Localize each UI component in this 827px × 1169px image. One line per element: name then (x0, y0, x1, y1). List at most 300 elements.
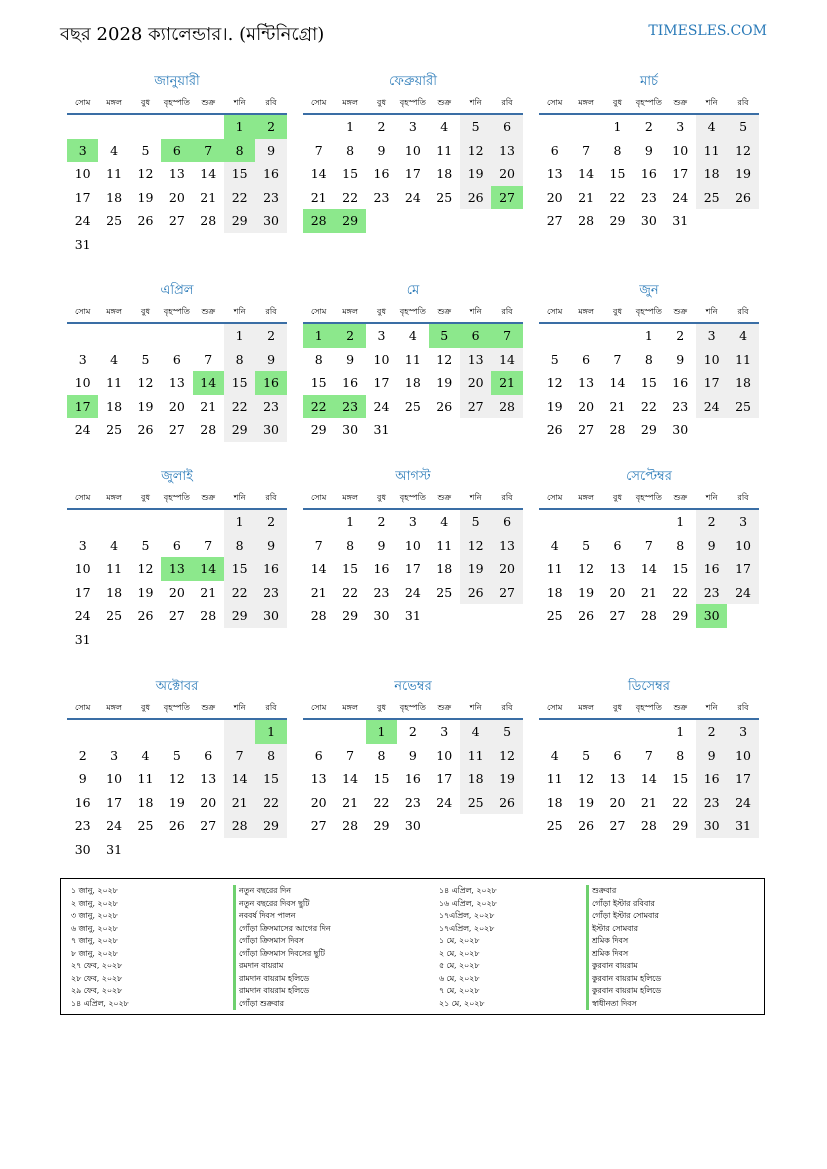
day-cell[interactable]: 17 (404, 166, 421, 181)
day-cell[interactable]: 23 (696, 581, 727, 605)
day-cell[interactable]: 26 (460, 581, 491, 605)
day-cell[interactable]: 5 (491, 720, 522, 744)
day-cell[interactable]: 11 (106, 166, 123, 181)
day-cell[interactable]: 27 (168, 608, 185, 623)
day-cell[interactable]: 5 (460, 510, 491, 534)
day-cell[interactable]: 15 (672, 771, 689, 786)
day-cell[interactable]: 31 (106, 841, 123, 857)
day-cell[interactable]: 22 (342, 584, 359, 600)
day-cell[interactable]: 11 (546, 561, 563, 576)
day-cell[interactable]: 18 (436, 561, 453, 576)
day-cell[interactable]: 3 (67, 139, 98, 163)
day-cell[interactable]: 10 (404, 142, 421, 158)
day-cell[interactable]: 26 (436, 398, 453, 414)
day-cell[interactable]: 2 (408, 724, 417, 739)
day-cell[interactable]: 30 (255, 418, 286, 442)
day-cell[interactable]: 12 (137, 166, 154, 181)
day-cell[interactable]: 23 (672, 398, 689, 414)
day-cell[interactable]: 7 (204, 351, 213, 367)
day-cell[interactable]: 31 (373, 422, 390, 437)
day-cell[interactable]: 16 (696, 767, 727, 791)
day-cell[interactable]: 4 (408, 328, 417, 343)
day-cell[interactable]: 15 (672, 561, 689, 576)
day-cell[interactable]: 26 (460, 186, 491, 210)
day-cell[interactable]: 6 (314, 747, 323, 763)
day-cell[interactable]: 3 (78, 537, 87, 553)
day-cell[interactable]: 31 (404, 608, 421, 623)
day-cell[interactable]: 15 (342, 561, 359, 576)
day-cell[interactable]: 9 (377, 142, 386, 158)
day-cell[interactable]: 23 (696, 791, 727, 815)
day-cell[interactable]: 25 (436, 189, 453, 205)
day-cell[interactable]: 13 (578, 375, 595, 390)
day-cell[interactable]: 24 (74, 213, 91, 228)
day-cell[interactable]: 26 (491, 791, 522, 815)
day-cell[interactable]: 30 (255, 209, 286, 233)
day-cell[interactable]: 21 (200, 189, 217, 205)
day-cell[interactable]: 30 (373, 608, 390, 623)
day-cell[interactable]: 2 (255, 324, 286, 348)
day-cell[interactable]: 24 (106, 818, 123, 833)
day-cell[interactable]: 15 (255, 767, 286, 791)
day-cell[interactable]: 19 (578, 794, 595, 810)
day-cell[interactable]: 17 (373, 375, 390, 390)
day-cell[interactable]: 18 (106, 398, 123, 414)
day-cell[interactable]: 29 (334, 209, 365, 233)
day-cell[interactable]: 4 (110, 537, 119, 553)
day-cell[interactable]: 24 (404, 584, 421, 600)
day-cell[interactable]: 9 (696, 744, 727, 768)
day-cell[interactable]: 23 (640, 189, 657, 205)
day-cell[interactable]: 15 (224, 371, 255, 395)
day-cell[interactable]: 13 (546, 166, 563, 181)
day-cell[interactable]: 30 (404, 818, 421, 833)
day-cell[interactable]: 31 (672, 213, 689, 228)
day-cell[interactable]: 28 (609, 422, 626, 437)
day-cell[interactable]: 10 (106, 771, 123, 786)
day-cell[interactable]: 16 (74, 794, 91, 810)
day-cell[interactable]: 18 (106, 189, 123, 205)
day-cell[interactable]: 19 (168, 794, 185, 810)
day-cell[interactable]: 29 (640, 422, 657, 437)
day-cell[interactable]: 8 (346, 142, 355, 158)
day-cell[interactable]: 29 (224, 604, 255, 628)
day-cell[interactable]: 10 (436, 747, 453, 763)
day-cell[interactable]: 13 (609, 771, 626, 786)
day-cell[interactable]: 1 (644, 328, 653, 343)
day-cell[interactable]: 21 (310, 584, 327, 600)
day-cell[interactable]: 29 (609, 213, 626, 228)
day-cell[interactable]: 12 (727, 139, 758, 163)
day-cell[interactable]: 5 (582, 747, 591, 763)
day-cell[interactable]: 20 (491, 162, 522, 186)
day-cell[interactable]: 9 (255, 139, 286, 163)
day-cell[interactable]: 27 (609, 818, 626, 833)
day-cell[interactable]: 24 (672, 189, 689, 205)
day-cell[interactable]: 2 (255, 510, 286, 534)
day-cell[interactable]: 26 (137, 608, 154, 623)
day-cell[interactable]: 27 (578, 422, 595, 437)
day-cell[interactable]: 3 (78, 351, 87, 367)
day-cell[interactable]: 25 (696, 186, 727, 210)
day-cell[interactable]: 11 (436, 537, 453, 553)
day-cell[interactable]: 13 (310, 771, 327, 786)
day-cell[interactable]: 6 (582, 351, 591, 367)
day-cell[interactable]: 25 (546, 818, 563, 833)
day-cell[interactable]: 24 (373, 398, 390, 414)
day-cell[interactable]: 19 (137, 398, 154, 414)
day-cell[interactable]: 25 (546, 608, 563, 623)
day-cell[interactable]: 22 (224, 395, 255, 419)
day-cell[interactable]: 26 (578, 608, 595, 623)
day-cell[interactable]: 11 (404, 351, 421, 367)
day-cell[interactable]: 4 (550, 537, 559, 553)
day-cell[interactable]: 1 (303, 324, 334, 348)
day-cell[interactable]: 31 (74, 236, 91, 252)
day-cell[interactable]: 14 (193, 371, 224, 395)
day-cell[interactable]: 12 (578, 561, 595, 576)
day-cell[interactable]: 4 (727, 324, 758, 348)
day-cell[interactable]: 18 (137, 794, 154, 810)
site-brand-link[interactable]: TIMESLES.COM (648, 23, 767, 39)
day-cell[interactable]: 7 (582, 142, 591, 158)
day-cell[interactable]: 26 (137, 213, 154, 228)
day-cell[interactable]: 12 (436, 351, 453, 367)
day-cell[interactable]: 4 (440, 514, 449, 529)
day-cell[interactable]: 5 (141, 351, 150, 367)
day-cell[interactable]: 28 (640, 818, 657, 833)
day-cell[interactable]: 25 (404, 398, 421, 414)
day-cell[interactable]: 13 (200, 771, 217, 786)
day-cell[interactable]: 11 (546, 771, 563, 786)
day-cell[interactable]: 22 (224, 186, 255, 210)
day-cell[interactable]: 16 (255, 162, 286, 186)
day-cell[interactable]: 29 (672, 608, 689, 623)
day-cell[interactable]: 3 (440, 724, 449, 739)
day-cell[interactable]: 2 (377, 514, 386, 529)
day-cell[interactable]: 27 (200, 818, 217, 833)
day-cell[interactable]: 3 (696, 324, 727, 348)
day-cell[interactable]: 10 (373, 351, 390, 367)
day-cell[interactable]: 12 (137, 561, 154, 576)
day-cell[interactable]: 3 (727, 510, 758, 534)
day-cell[interactable]: 27 (168, 213, 185, 228)
day-cell[interactable]: 17 (67, 395, 98, 419)
day-cell[interactable]: 26 (727, 186, 758, 210)
day-cell[interactable]: 13 (168, 375, 185, 390)
day-cell[interactable]: 9 (255, 534, 286, 558)
day-cell[interactable]: 29 (224, 418, 255, 442)
day-cell[interactable]: 16 (404, 771, 421, 786)
day-cell[interactable]: 30 (696, 814, 727, 838)
day-cell[interactable]: 12 (460, 139, 491, 163)
day-cell[interactable]: 6 (550, 142, 559, 158)
day-cell[interactable]: 21 (578, 189, 595, 205)
day-cell[interactable]: 4 (550, 747, 559, 763)
day-cell[interactable]: 10 (74, 375, 91, 390)
day-cell[interactable]: 28 (200, 213, 217, 228)
day-cell[interactable]: 3 (408, 119, 417, 134)
day-cell[interactable]: 19 (137, 189, 154, 205)
day-cell[interactable]: 15 (224, 557, 255, 581)
day-cell[interactable]: 26 (168, 818, 185, 833)
day-cell[interactable]: 18 (546, 794, 563, 810)
day-cell[interactable]: 29 (342, 608, 359, 623)
day-cell[interactable]: 21 (491, 371, 522, 395)
day-cell[interactable]: 8 (224, 534, 255, 558)
day-cell[interactable]: 20 (168, 189, 185, 205)
day-cell[interactable]: 26 (578, 818, 595, 833)
day-cell[interactable]: 6 (204, 747, 213, 763)
day-cell[interactable]: 22 (303, 395, 334, 419)
day-cell[interactable]: 12 (168, 771, 185, 786)
day-cell[interactable]: 15 (342, 166, 359, 181)
day-cell[interactable]: 11 (436, 142, 453, 158)
day-cell[interactable]: 20 (546, 189, 563, 205)
day-cell[interactable]: 2 (696, 720, 727, 744)
day-cell[interactable]: 30 (672, 422, 689, 437)
day-cell[interactable]: 11 (460, 744, 491, 768)
day-cell[interactable]: 16 (672, 375, 689, 390)
day-cell[interactable]: 18 (106, 584, 123, 600)
day-cell[interactable]: 21 (342, 794, 359, 810)
day-cell[interactable]: 3 (727, 720, 758, 744)
day-cell[interactable]: 9 (78, 771, 87, 786)
day-cell[interactable]: 27 (546, 213, 563, 228)
day-cell[interactable]: 15 (373, 771, 390, 786)
day-cell[interactable]: 27 (491, 581, 522, 605)
day-cell[interactable]: 6 (491, 115, 522, 139)
day-cell[interactable]: 2 (676, 328, 685, 343)
day-cell[interactable]: 22 (255, 791, 286, 815)
day-cell[interactable]: 27 (460, 395, 491, 419)
day-cell[interactable]: 10 (404, 537, 421, 553)
day-cell[interactable]: 1 (346, 514, 355, 529)
day-cell[interactable]: 4 (141, 747, 150, 763)
day-cell[interactable]: 19 (727, 162, 758, 186)
day-cell[interactable]: 25 (460, 791, 491, 815)
day-cell[interactable]: 6 (172, 537, 181, 553)
day-cell[interactable]: 22 (640, 398, 657, 414)
day-cell[interactable]: 22 (672, 794, 689, 810)
day-cell[interactable]: 11 (137, 771, 154, 786)
day-cell[interactable]: 25 (137, 818, 154, 833)
day-cell[interactable]: 6 (172, 351, 181, 367)
day-cell[interactable]: 29 (373, 818, 390, 833)
day-cell[interactable]: 11 (106, 561, 123, 576)
day-cell[interactable]: 17 (727, 767, 758, 791)
day-cell[interactable]: 30 (342, 422, 359, 437)
day-cell[interactable]: 20 (609, 584, 626, 600)
day-cell[interactable]: 19 (436, 375, 453, 390)
day-cell[interactable]: 13 (168, 166, 185, 181)
day-cell[interactable]: 8 (314, 351, 323, 367)
day-cell[interactable]: 14 (609, 375, 626, 390)
day-cell[interactable]: 18 (404, 375, 421, 390)
day-cell[interactable]: 2 (644, 119, 653, 134)
day-cell[interactable]: 24 (727, 791, 758, 815)
day-cell[interactable]: 7 (314, 537, 323, 553)
day-cell[interactable]: 7 (204, 537, 213, 553)
day-cell[interactable]: 28 (310, 608, 327, 623)
day-cell[interactable]: 22 (224, 581, 255, 605)
day-cell[interactable]: 23 (255, 395, 286, 419)
day-cell[interactable]: 22 (342, 189, 359, 205)
day-cell[interactable]: 1 (224, 324, 255, 348)
day-cell[interactable]: 2 (377, 119, 386, 134)
day-cell[interactable]: 18 (546, 584, 563, 600)
day-cell[interactable]: 17 (672, 166, 689, 181)
day-cell[interactable]: 21 (310, 189, 327, 205)
day-cell[interactable]: 20 (491, 557, 522, 581)
day-cell[interactable]: 25 (727, 395, 758, 419)
day-cell[interactable]: 11 (727, 348, 758, 372)
day-cell[interactable]: 1 (676, 724, 685, 739)
day-cell[interactable]: 28 (224, 814, 255, 838)
day-cell[interactable]: 16 (342, 375, 359, 390)
day-cell[interactable]: 12 (460, 534, 491, 558)
day-cell[interactable]: 5 (429, 324, 460, 348)
day-cell[interactable]: 13 (460, 348, 491, 372)
day-cell[interactable]: 24 (74, 608, 91, 623)
day-cell[interactable]: 16 (373, 561, 390, 576)
day-cell[interactable]: 28 (200, 422, 217, 437)
day-cell[interactable]: 20 (310, 794, 327, 810)
day-cell[interactable]: 27 (168, 422, 185, 437)
day-cell[interactable]: 19 (491, 767, 522, 791)
day-cell[interactable]: 13 (161, 557, 192, 581)
day-cell[interactable]: 9 (644, 142, 653, 158)
day-cell[interactable]: 9 (408, 747, 417, 763)
day-cell[interactable]: 29 (255, 814, 286, 838)
day-cell[interactable]: 5 (550, 351, 559, 367)
day-cell[interactable]: 14 (640, 771, 657, 786)
day-cell[interactable]: 12 (546, 375, 563, 390)
day-cell[interactable]: 27 (310, 818, 327, 833)
day-cell[interactable]: 14 (310, 166, 327, 181)
day-cell[interactable]: 2 (696, 510, 727, 534)
day-cell[interactable]: 19 (460, 557, 491, 581)
day-cell[interactable]: 11 (106, 375, 123, 390)
day-cell[interactable]: 5 (727, 115, 758, 139)
day-cell[interactable]: 6 (460, 324, 491, 348)
day-cell[interactable]: 31 (74, 631, 91, 647)
day-cell[interactable]: 16 (255, 371, 286, 395)
day-cell[interactable]: 20 (460, 371, 491, 395)
day-cell[interactable]: 28 (303, 209, 334, 233)
day-cell[interactable]: 10 (696, 348, 727, 372)
day-cell[interactable]: 23 (334, 395, 365, 419)
day-cell[interactable]: 21 (609, 398, 626, 414)
day-cell[interactable]: 6 (491, 510, 522, 534)
day-cell[interactable]: 17 (727, 557, 758, 581)
day-cell[interactable]: 17 (74, 584, 91, 600)
day-cell[interactable]: 24 (436, 794, 453, 810)
day-cell[interactable]: 30 (74, 841, 91, 857)
day-cell[interactable]: 1 (255, 720, 286, 744)
day-cell[interactable]: 30 (255, 604, 286, 628)
day-cell[interactable]: 1 (366, 720, 397, 744)
day-cell[interactable]: 24 (727, 581, 758, 605)
day-cell[interactable]: 20 (578, 398, 595, 414)
day-cell[interactable]: 5 (460, 115, 491, 139)
day-cell[interactable]: 13 (491, 139, 522, 163)
day-cell[interactable]: 1 (346, 119, 355, 134)
day-cell[interactable]: 19 (137, 584, 154, 600)
day-cell[interactable]: 28 (640, 608, 657, 623)
day-cell[interactable]: 8 (676, 537, 685, 553)
day-cell[interactable]: 30 (696, 604, 727, 628)
day-cell[interactable]: 10 (74, 166, 91, 181)
day-cell[interactable]: 25 (106, 608, 123, 623)
day-cell[interactable]: 23 (255, 186, 286, 210)
day-cell[interactable]: 15 (310, 375, 327, 390)
day-cell[interactable]: 28 (342, 818, 359, 833)
day-cell[interactable]: 7 (613, 351, 622, 367)
day-cell[interactable]: 14 (224, 767, 255, 791)
day-cell[interactable]: 7 (193, 139, 224, 163)
day-cell[interactable]: 7 (346, 747, 355, 763)
day-cell[interactable]: 2 (78, 747, 87, 763)
day-cell[interactable]: 19 (460, 162, 491, 186)
day-cell[interactable]: 16 (640, 166, 657, 181)
day-cell[interactable]: 18 (436, 166, 453, 181)
day-cell[interactable]: 5 (141, 537, 150, 553)
day-cell[interactable]: 23 (373, 584, 390, 600)
day-cell[interactable]: 25 (106, 213, 123, 228)
day-cell[interactable]: 16 (255, 557, 286, 581)
day-cell[interactable]: 3 (676, 119, 685, 134)
day-cell[interactable]: 17 (404, 561, 421, 576)
day-cell[interactable]: 6 (613, 747, 622, 763)
day-cell[interactable]: 3 (377, 328, 386, 343)
day-cell[interactable]: 26 (137, 422, 154, 437)
day-cell[interactable]: 27 (609, 608, 626, 623)
day-cell[interactable]: 7 (644, 537, 653, 553)
day-cell[interactable]: 17 (696, 371, 727, 395)
day-cell[interactable]: 8 (224, 139, 255, 163)
day-cell[interactable]: 2 (334, 324, 365, 348)
day-cell[interactable]: 9 (255, 348, 286, 372)
day-cell[interactable]: 4 (110, 351, 119, 367)
day-cell[interactable]: 11 (696, 139, 727, 163)
day-cell[interactable]: 20 (168, 584, 185, 600)
day-cell[interactable]: 7 (644, 747, 653, 763)
day-cell[interactable]: 3 (408, 514, 417, 529)
day-cell[interactable]: 8 (644, 351, 653, 367)
day-cell[interactable]: 14 (342, 771, 359, 786)
day-cell[interactable]: 6 (161, 139, 192, 163)
day-cell[interactable]: 13 (491, 534, 522, 558)
day-cell[interactable]: 10 (672, 142, 689, 158)
day-cell[interactable]: 9 (696, 534, 727, 558)
day-cell[interactable]: 18 (696, 162, 727, 186)
day-cell[interactable]: 5 (141, 142, 150, 158)
day-cell[interactable]: 30 (640, 213, 657, 228)
day-cell[interactable]: 14 (310, 561, 327, 576)
day-cell[interactable]: 24 (74, 422, 91, 437)
day-cell[interactable]: 12 (578, 771, 595, 786)
day-cell[interactable]: 21 (200, 398, 217, 414)
day-cell[interactable]: 23 (404, 794, 421, 810)
day-cell[interactable]: 17 (74, 189, 91, 205)
day-cell[interactable]: 4 (460, 720, 491, 744)
day-cell[interactable]: 17 (436, 771, 453, 786)
day-cell[interactable]: 15 (609, 166, 626, 181)
day-cell[interactable]: 10 (74, 561, 91, 576)
day-cell[interactable]: 22 (373, 794, 390, 810)
day-cell[interactable]: 9 (676, 351, 685, 367)
